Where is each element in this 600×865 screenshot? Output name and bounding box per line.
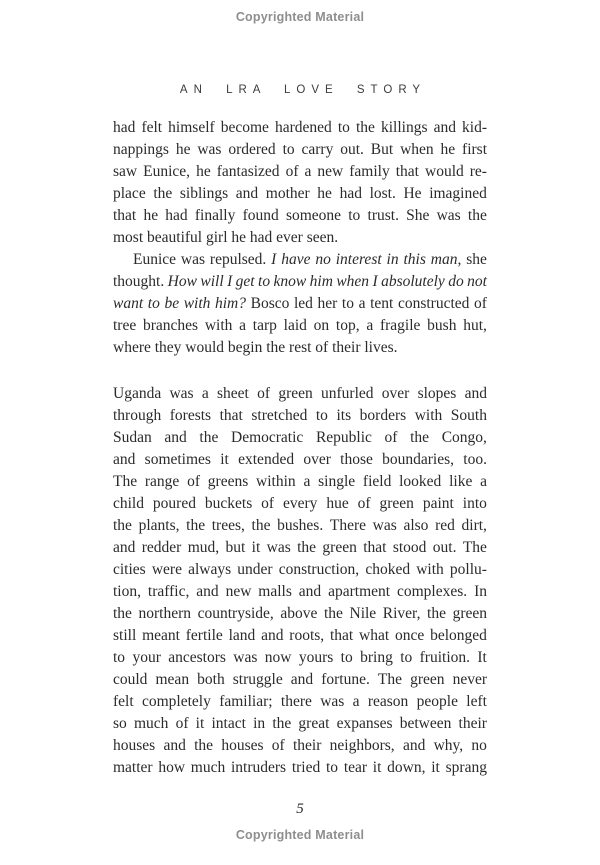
text-line: and redder mud, but it was the green that stood out. The — [113, 539, 487, 556]
text-line: to your ancestors was now yours to bring to fruition. It — [113, 649, 487, 666]
text-line: cities were always under construction, choked with pollu- — [113, 561, 487, 578]
copyright-notice-top: Copyrighted Material — [235, 10, 365, 24]
body-text — [113, 117, 487, 779]
paragraph — [113, 249, 487, 359]
text-line: still meant fertile land and roots, that what once belonged — [113, 627, 487, 644]
text-line: nappings he was ordered to carry out. But when he first — [113, 141, 487, 158]
page-number: 5 — [296, 801, 304, 817]
text-line: tree branches with a tarp laid on top, a fragile bush hut, — [113, 317, 487, 334]
text-line: The range of greens within a single field looked like a — [113, 473, 487, 490]
text-line: through forests that stretched to its borders with South — [113, 407, 487, 424]
text-line: the northern countryside, above the Nile River, the green — [113, 605, 487, 622]
paragraph — [113, 117, 487, 249]
text-line: had felt himself become hardened to the killings and kid- — [113, 119, 487, 136]
text-line: Eunice was repulsed. I have no interest in this man, she — [133, 251, 487, 268]
text-line: tion, traffic, and new malls and apartment complexes. In — [113, 583, 487, 600]
text-line: where they would begin the rest of their lives. — [113, 339, 398, 356]
text-line: matter how much intruders tried to tear it down, it sprang — [113, 759, 487, 776]
text-line: most beautiful girl he had ever seen. — [113, 229, 339, 246]
text-line: so much of it intact in the great expanses between their — [113, 715, 487, 732]
text-line: and sometimes it extended over those boundaries, too. — [113, 451, 487, 468]
text-line: houses and the houses of their neighbors, and why, no — [113, 737, 487, 754]
paragraph — [113, 383, 487, 779]
copyright-notice-bottom: Copyrighted Material — [235, 828, 365, 842]
text-line: want to be with him? Bosco led her to a tent constructed of — [113, 295, 487, 312]
text-line: could mean both struggle and fortune. The green never — [113, 671, 487, 688]
text-line: that he had finally found someone to trust. She was the — [113, 207, 487, 224]
text-line: thought. How will I get to know him when I absolutely do not — [113, 273, 487, 290]
text-line: saw Eunice, he fantasized of a new family that would re- — [113, 163, 487, 180]
text-line: Sudan and the Democratic Republic of the Congo, — [113, 429, 487, 446]
running-header: AN LRA LOVE STORY — [179, 84, 427, 96]
text-line: the plants, the trees, the bushes. There was also red dirt, — [113, 517, 487, 534]
text-line: Uganda was a sheet of green unfurled over slopes and — [113, 385, 487, 402]
text-line: place the siblings and mother he had lost. He imagined — [113, 185, 487, 202]
text-line: felt completely familiar; there was a reason people left — [113, 693, 487, 710]
text-line: child poured buckets of every hue of green paint into — [113, 495, 487, 512]
